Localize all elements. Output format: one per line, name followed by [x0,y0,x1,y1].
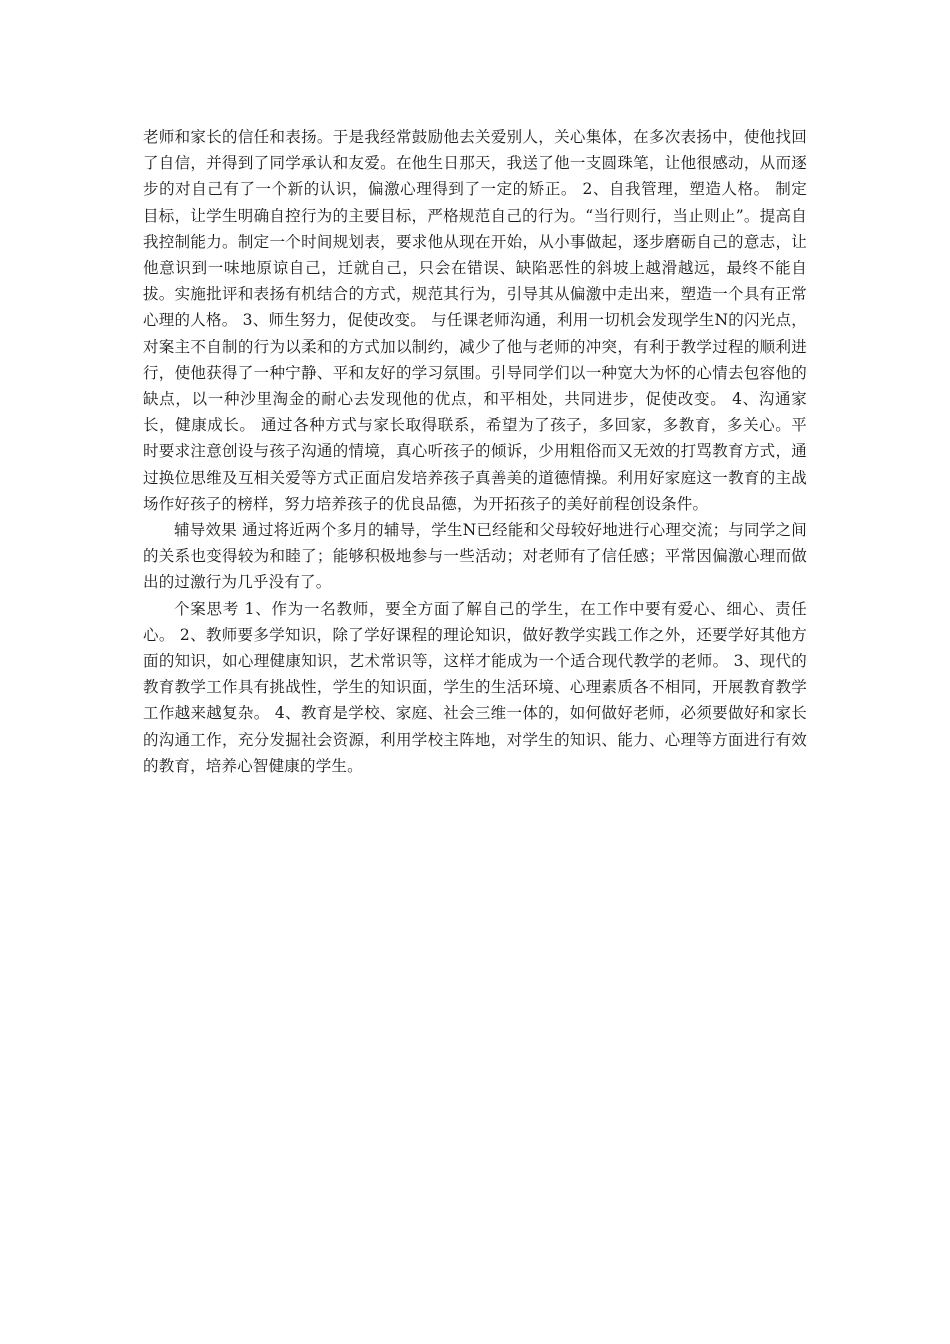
document-body [143,124,807,779]
paragraph-counseling-effect: 辅导效果 通过将近两个多月的辅导，学生N已经能和父母较好地进行心理交流；与同学之间的关系也变得较为和睦了；能够积极地参与一些活动；对老师有了信任感；平常因偏激心理而做出的过激行为几乎没有了。 [143,521,807,592]
paragraph-continuation: 老师和家长的信任和表扬。于是我经常鼓励他去关爱别人，关心集体，在多次表扬中，使他找回了自信，并得到了同学承认和友爱。在他生日那天，我送了他一支圆珠笔，让他很感动，从而逐步的对自己有了一个新的认识，偏激心理得到了一定的矫正。 2、自我管理，塑造人格。 制定目标，让学生明确自控行为的主要目标，严格规范自己的行为。“当行则行，当止则止”。提高自我控制能力。制定一个时间规划表，要求他从现在开始，从小事做起，逐步磨砺自己的意志，让他意识到一味地原谅自己，迁就自己，只会在错误、缺陷恶性的斜坡上越滑越远，最终不能自拔。实施批评和表扬有机结合的方式，规范其行为，引导其从偏激中走出来，塑造一个具有正常心理的人格。 3、师生努力，促使改变。 与任课老师沟通，利用一切机会发现学生N的闪光点，对案主不自制的行为以柔和的方式加以制约，减少了他与老师的冲突，有利于教学过程的顺利进行，使他获得了一种宁静、平和友好的学习氛围。引导同学们以一种宽大为怀的心情去包容他的缺点，以一种沙里淘金的耐心去发现他的优点，和平相处，共同进步，促使改变。 4、沟通家长，健康成长。 通过各种方式与家长取得联系，希望为了孩子，多回家，多教育，多关心。平时要求注意创设与孩子沟通的情境，真心听孩子的倾诉，少用粗俗而又无效的打骂教育方式，通过换位思维及互相关爱等方式正面启发培养孩子真善美的道德情操。利用好家庭这一教育的主战场作好孩子的榜样，努力培养孩子的优良品德，为开拓孩子的美好前程创设条件。 [143,128,807,513]
paragraph-case-reflection: 个案思考 1、作为一名教师，要全方面了解自己的学生，在工作中要有爱心、细心、责任心。 2、教师要多学知识，除了学好课程的理论知识，做好教学实践工作之外，还要学好其他方面的知识，如心理健康知识，艺术常识等，这样才能成为一个适合现代教学的老师。 3、现代的教育教学工作具有挑战性，学生的知识面，学生的生活环境、心理素质各不相同，开展教育教学工作越来越复杂。 4、教育是学校、家庭、社会三维一体的，如何做好老师，必须要做好和家长的沟通工作，充分发掘社会资源，利用学校主阵地，对学生的知识、能力、心理等方面进行有效的教育，培养心智健康的学生。 [143,599,807,775]
